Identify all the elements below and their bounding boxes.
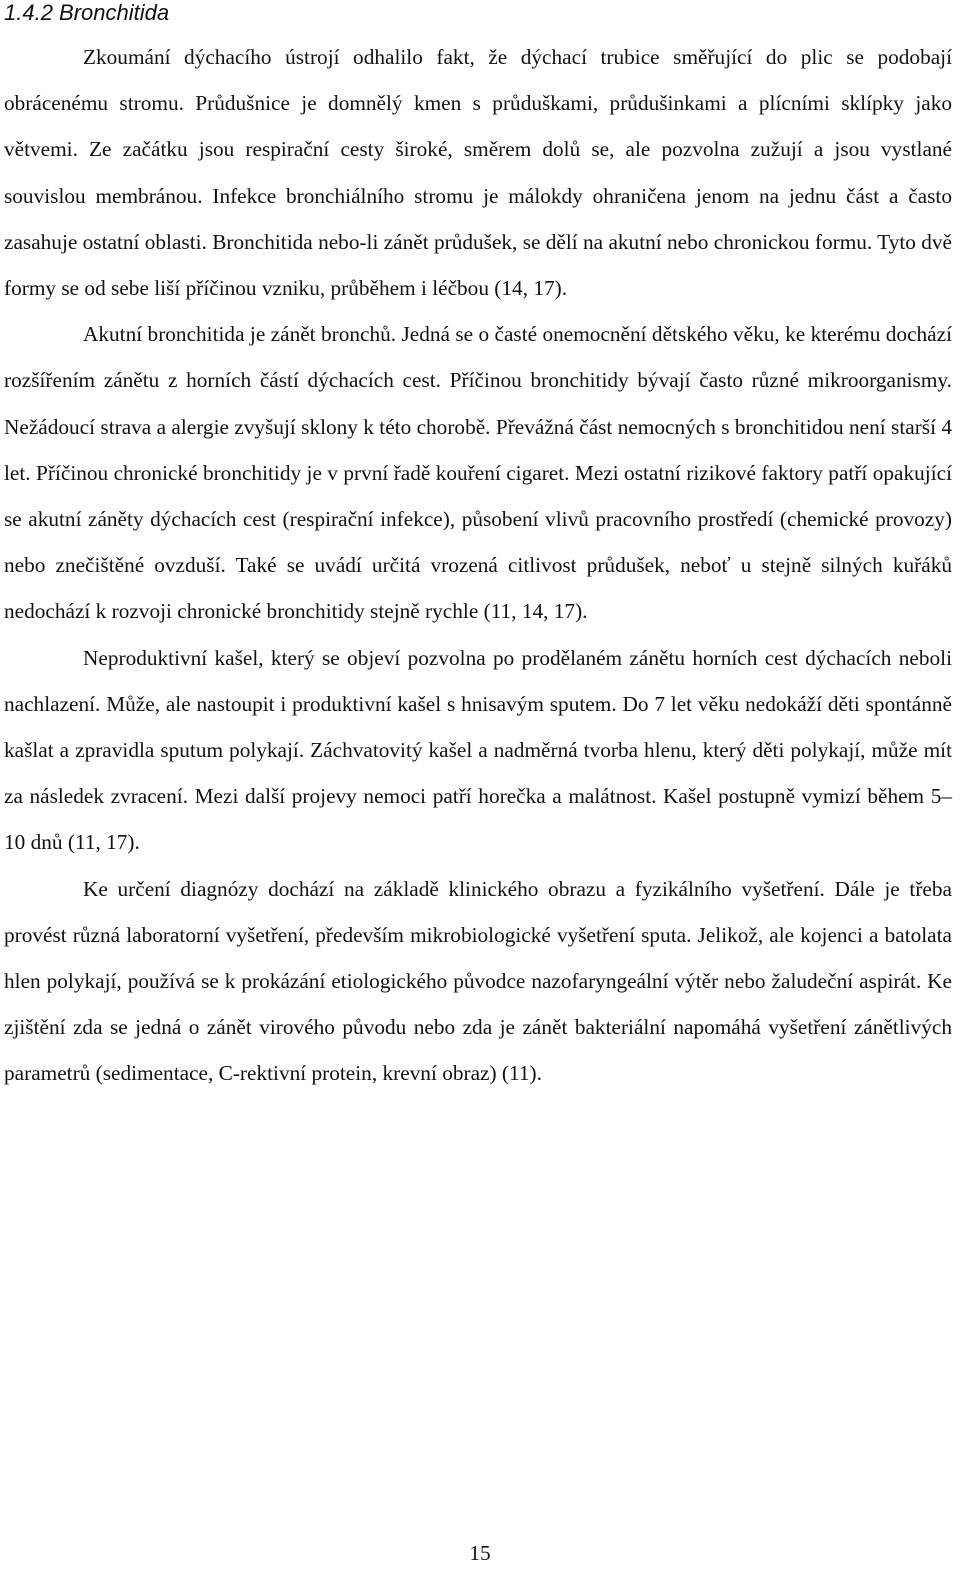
- paragraph-symptoms: Neproduktivní kašel, který se objeví pozvolna po prodělaném zánětu horních cest dýchacích neboli nachlazení. Může, ale nastoupit i produktivní kašel s hnisavým sputem. Do 7 let věku nedokáží děti spontánně kašlat a zpravidla sputum polykají. Záchvatovitý kašel a nadměrná tvorba hlenu, který děti polykají, může mít za následek zvracení. Mezi další projevy nemoci patří horečka a malátnost. Kašel postupně vymizí během 5–10 dnů (11, 17).: [4, 645, 952, 855]
- section-heading: 1.4.2 Bronchitida: [4, 0, 170, 25]
- paragraph-intro: Zkoumání dýchacího ústrojí odhalilo fakt, že dýchací trubice směřující do plic se podobají obrácenému stromu. Průdušnice je domnělý kmen s průduškami, průdušinkami a plícními sklípky jako větvemi. Ze začátku jsou respirační cesty široké, směrem dolů se, ale pozvolna zužují a jsou vystlané souvislou membránou. Infekce bronchiálního stromu je málokdy ohraničena jenom na jednu část a často zasahuje ostatní oblasti. Bronchitida nebo-li zánět průdušek, se dělí na akutní nebo chronickou formu. Tyto dvě formy se od sebe liší příčinou vzniku, průběhem i léčbou (14, 17).: [4, 45, 952, 301]
- page-number: 15: [469, 1541, 491, 1565]
- paragraph-acute-chronic: Akutní bronchitida je zánět bronchů. Jedná se o časté onemocnění dětského věku, ke kterému dochází rozšířením zánětu z horních částí dýchacích cest. Příčinou bronchitidy bývají často různé mikroorganismy. Nežádoucí strava a alergie zvyšují sklony k této chorobě. Převážná část nemocných s bronchitidou není starší 4 let. Příčinou chronické bronchitidy je v první řadě kouření cigaret. Mezi ostatní rizikové faktory patří opakující se akutní záněty dýchacích cest (respirační infekce), působení vlivů pracovního prostředí (chemické provozy) nebo znečištěné ovzduší. Také se uvádí určitá vrozená citlivost průdušek, neboť u stejně silných kuřáků nedochází k rozvoji chronické bronchitidy stejně rychle (11, 14, 17).: [4, 322, 952, 624]
- paragraph-diagnosis: Ke určení diagnózy dochází na základě klinického obrazu a fyzikálního vyšetření. Dále je třeba provést různá laboratorní vyšetření, především mikrobiologické vyšetření sputa. Jelikož, ale kojenci a batolata hlen polykají, používá se k prokázání etiologického původce nazofaryngeální výtěr nebo žaludeční aspirát. Ke zjištění zda se jedná o zánět virového původu nebo zda je zánět bakteriální napomáhá vyšetření zánětlivých parametrů (sedimentace, C-rektivní protein, krevní obraz) (11).: [4, 876, 952, 1086]
